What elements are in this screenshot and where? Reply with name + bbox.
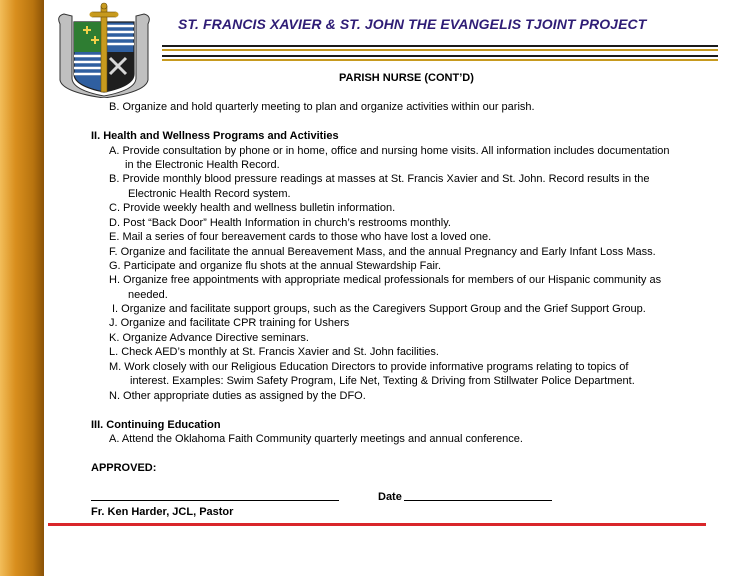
section-heading: II. Health and Wellness Programs and Activities [91,130,339,142]
item-m: M. Work closely with our Religious Education Directors to provide informative programs relating to topics of [109,361,629,373]
item-h: H. Organize free appointments with appropriate medical professionals for members of our Hispanic community as [109,274,662,286]
header-rule-gold [162,59,718,61]
item-g: G. Participate and organize flu shots at the annual Stewardship Fair. [109,260,442,272]
document-title: ST. FRANCIS XAVIER & ST. JOHN THE EVANGELIS TJOINT PROJECT [178,16,647,32]
header-rule-dark [162,45,718,47]
section-heading: III. Continuing Education [91,419,221,431]
section-subtitle: PARISH NURSE (CONT’D) [339,72,474,84]
item-n: N. Other appropriate duties as assigned by the DFO. [109,390,366,402]
item-b-cont: Electronic Health Record system. [128,188,291,200]
item-j: J. Organize and facilitate CPR training for Ushers [109,317,350,329]
item-f: F. Organize and facilitate the annual Bereavement Mass, and the annual Pregnancy and Early Infant Loss Mass. [109,246,656,258]
item-b: B. Provide monthly blood pressure readings at masses at St. Francis Xavier and St. John. Record results in the [109,173,650,185]
header-rule-gold [162,49,718,51]
signature-line [91,500,339,501]
item-a: A. Provide consultation by phone or in home, office and nursing home visits. All information includes documentation [109,145,670,157]
item-h-cont: needed. [128,289,168,301]
item-d: D. Post “Back Door” Health Information in church’s restrooms monthly. [109,217,451,229]
item-e: E. Mail a series of four bereavement cards to those who have lost a loved one. [109,231,492,243]
item-b: B. Organize and hold quarterly meeting to plan and organize activities within our parish. [109,101,535,113]
item-a: A. Attend the Oklahoma Faith Community quarterly meetings and annual conference. [109,433,523,445]
item-a-cont: in the Electronic Health Record. [125,159,280,171]
date-label: Date [378,491,402,503]
item-i: I. Organize and facilitate support groups, such as the Caregivers Support Group and the Grief Support Group. [112,303,646,315]
item-k: K. Organize Advance Directive seminars. [109,332,309,344]
item-l: L. Check AED’s monthly at St. Francis Xavier and St. John facilities. [109,346,439,358]
approved-label: APPROVED: [91,462,157,474]
parish-crest-icon [54,2,154,98]
header-rule-dark [162,55,718,57]
date-line [404,500,552,501]
item-c: C. Provide weekly health and wellness bulletin information. [109,202,396,214]
item-m-cont: interest. Examples: Swim Safety Program, Life Net, Texting & Driving from Stillwater Police Department. [130,375,635,387]
left-gold-bar [0,0,44,576]
signer-name: Fr. Ken Harder, JCL, Pastor [91,506,234,518]
footer-rule-red [48,523,706,526]
